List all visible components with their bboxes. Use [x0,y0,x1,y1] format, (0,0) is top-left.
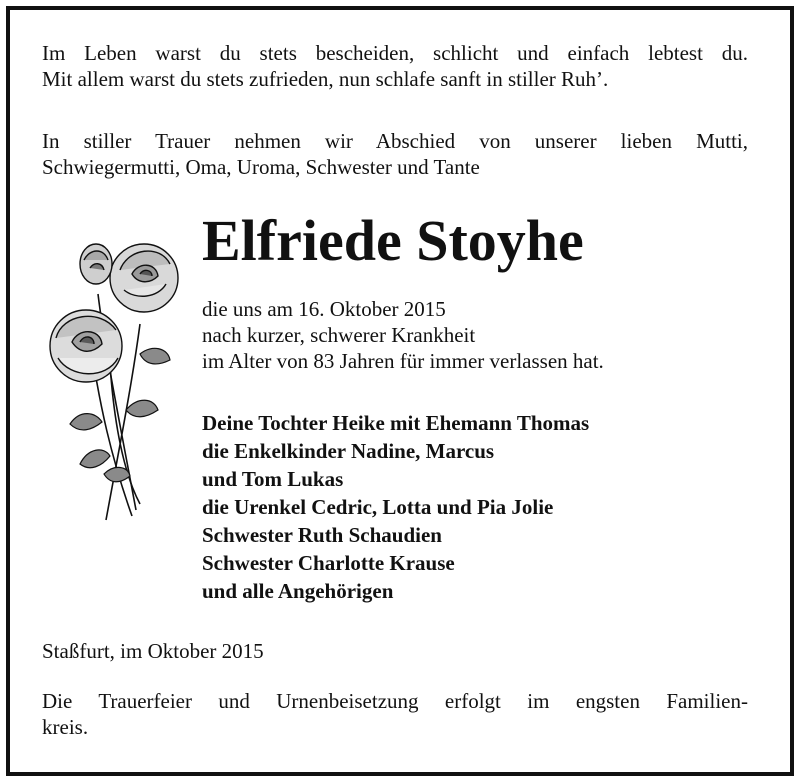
mourner-line: die Enkelkinder Nadine, Marcus [202,439,495,463]
mourner-line: Schwester Charlotte Krause [202,551,455,575]
intro-line-2: Schwiegermutti, Oma, Uroma, Schwester und Tante [42,155,480,179]
funeral-note-line-2: kreis. [42,715,89,739]
obituary-frame [6,6,794,776]
verse-line-1: Im Leben warst du stets bescheiden, schlicht und einfach lebtest du. [42,41,748,65]
roses-icon [40,234,196,524]
mourner-line: die Urenkel Cedric, Lotta und Pia Jolie [202,495,554,519]
mourner-line: und alle Angehörigen [202,579,394,603]
intro-line-1: In stiller Trauer nehmen wir Abschied von unserer lieben Mutti, [42,129,748,153]
mourner-line: und Tom Lukas [202,467,344,491]
mourner-line: Deine Tochter Heike mit Ehemann Thomas [202,411,590,435]
verse-line-2: Mit allem warst du stets zufrieden, nun schlafe sanft in stiller Ruh’. [42,67,609,91]
mourner-line: Schwester Ruth Schaudien [202,523,442,547]
place-date: Staßfurt, im Oktober 2015 [42,639,264,663]
funeral-note-line-1: Die Trauerfeier und Urnenbeisetzung erfolgt im engsten Familien- [42,689,748,713]
obituary-content [10,10,790,772]
details-line-2: nach kurzer, schwerer Krankheit [202,323,476,347]
deceased-name: Elfriede Stoyhe [202,208,584,273]
details-line-3: im Alter von 83 Jahren für immer verlassen hat. [202,349,604,373]
details-line-1: die uns am 16. Oktober 2015 [202,297,446,321]
